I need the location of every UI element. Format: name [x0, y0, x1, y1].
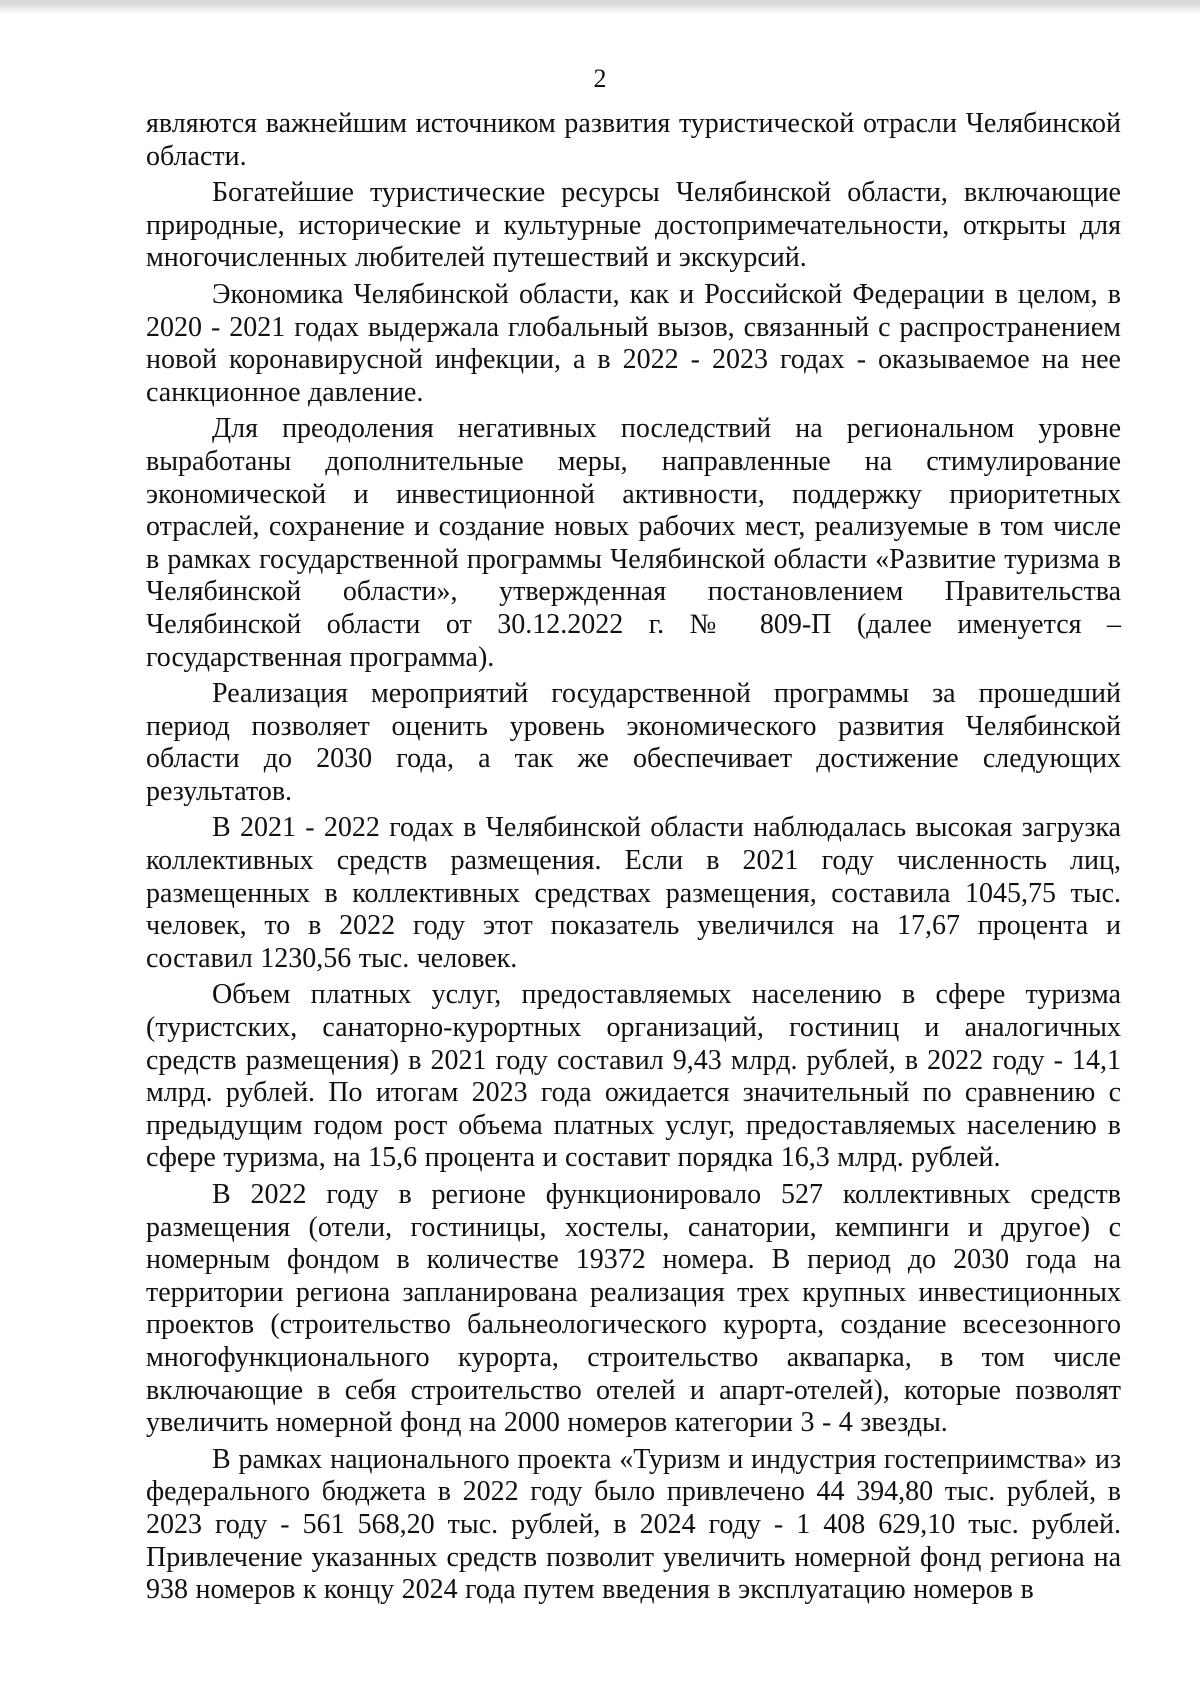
paragraph-program-results: Реализация мероприятий государственной программы за прошедший период позволяет оценить уровень экономического развития Челябинской области до 2030 года, а так же обеспечивает достижение следующих результатов. [146, 678, 1121, 807]
document-body [146, 108, 1121, 1611]
paragraph-accommodation-load: В 2021 - 2022 годах в Челябинской области наблюдалась высокая загрузка коллективных средств размещения. Если в 2021 году численность лиц, размещенных в коллективных средствах размещения, составила 1045,75 тыс. человек, то в 2022 году этот показатель увеличился на 17,67 процента и составил 1230,56 тыс. человек. [146, 812, 1121, 974]
paragraph-measures: Для преодоления негативных последствий на региональном уровне выработаны дополнительные меры, направленные на стимулирование экономической и инвестиционной активности, поддержку приоритетных отраслей, сохранение и создание новых рабочих мест, реализуемые в том числе в рамках государственной программы Челябинской области «Развитие туризма в Челябинской области», утвержденная постановлением Правительства Челябинской области от 30.12.2022 г. № 809-П (далее именуется – государственная программа). [146, 413, 1121, 673]
paragraph-accommodation-facilities: В 2022 году в регионе функционировало 527 коллективных средств размещения (отели, гостиницы, хостелы, санатории, кемпинги и другое) с номерным фондом в количестве 19372 номера. В период до 2030 года на территории региона запланирована реализация трех крупных инвестиционных проектов (строительство бальнеологического курорта, создание всесезонного многофункционального курорта, строительство аквапарка, в том числе включающие в себя строительство отелей и апарт-отелей), которые позволят увеличить номерной фонд на 2000 номеров категории 3 - 4 звезды. [146, 1179, 1121, 1439]
paragraph-paid-services: Объем платных услуг, предоставляемых населению в сфере туризма (туристских, санаторно-курортных организаций, гостиниц и аналогичных средств размещения) в 2021 году составил 9,43 млрд. рублей, в 2022 году - 14,1 млрд. рублей. По итогам 2023 года ожидается значительный по сравнению с предыдущим годом рост объема платных услуг, предоставляемых населению в сфере туризма, на 15,6 процента и составит порядка 16,3 млрд. рублей. [146, 979, 1121, 1174]
paragraph-continuation: являются важнейшим источником развития туристической отрасли Челябинской области. [146, 108, 1121, 172]
paragraph-national-project: В рамках национального проекта «Туризм и индустрия гостеприимства» из федерального бюджета в 2022 году было привлечено 44 394,80 тыс. рублей, в 2023 году - 561 568,20 тыс. рублей, в 2024 году - 1 408 629,10 тыс. рублей. Привлечение указанных средств позволит увеличить номерной фонд региона на 938 номеров к концу 2024 года путем введения в эксплуатацию номеров в [146, 1443, 1121, 1606]
page-number: 2 [593, 64, 607, 93]
paragraph-economy: Экономика Челябинской области, как и Российской Федерации в целом, в 2020 - 2021 годах выдержала глобальный вызов, связанный с распространением новой коронавирусной инфекции, а в 2022 - 2023 годах - оказываемое на нее санкционное давление. [146, 278, 1121, 408]
scan-edge-shadow [0, 0, 1200, 14]
paragraph-tourist-resources: Богатейшие туристические ресурсы Челябинской области, включающие природные, исторические и культурные достопримечательности, открыты для многочисленных любителей путешествий и экскурсий. [146, 177, 1121, 274]
